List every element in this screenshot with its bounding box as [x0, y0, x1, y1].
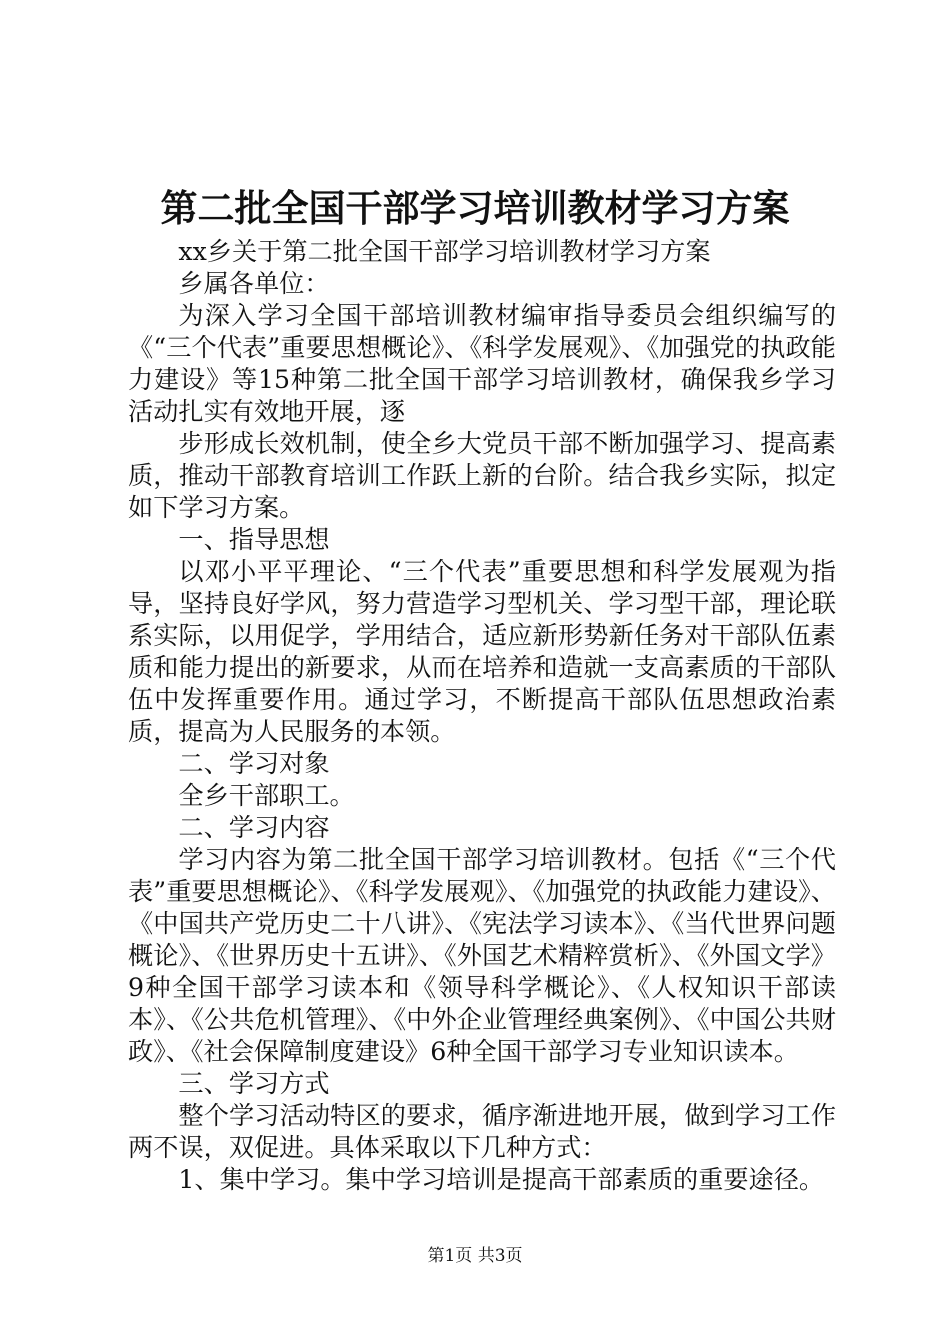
- paragraph-salutation: 乡属各单位：: [178, 269, 330, 298]
- section-heading-guiding-thought: 一、指导思想: [178, 525, 330, 554]
- paragraph-learning-content: 学习内容为第二批全国干部学习培训教材。包括《“三个代表”重要思想概论》、《科学发展观》、《加强党的执政能力建设》、《中国共产党历史二十八讲》、《宪法学习读本》、《当代世界问题概论》、《世界历史十五讲》、《外国艺术精粹赏析》、《外国文学》9种全国干部学习读本和《领导科学概论》、《人权知识干部读本》、《公共危机管理》、《中外企业管理经典案例》、《中国公共财政》、《社会保障制度建设》6种全国干部学习专业知识读本。: [128, 845, 836, 1066]
- paragraph-learning-method: 整个学习活动特区的要求，循序渐进地开展，做到学习工作两不误，双促进。具体采取以下几种方式：: [128, 1101, 836, 1162]
- paragraph-intro-continued: 步形成长效机制，使全乡大党员干部不断加强学习、提高素质，推动干部教育培训工作跃上新的台阶。结合我乡实际，拟定如下学习方案。: [128, 429, 836, 522]
- paragraph-method-item-1: 1、集中学习。集中学习培训是提高干部素质的重要途径。: [178, 1165, 825, 1194]
- section-heading-learning-content: 二、学习内容: [178, 813, 330, 842]
- document-title: 第二批全国干部学习培训教材学习方案: [160, 186, 790, 230]
- document-body: [128, 236, 836, 1196]
- paragraph-intro: 为深入学习全国干部培训教材编审指导委员会组织编写的《“三个代表”重要思想概论》、《科学发展观》、《加强党的执政能力建设》等15种第二批全国干部学习培训教材，确保我乡学习活动扎实有效地开展，逐: [128, 301, 836, 426]
- page-number-footer: 第1页 共3页: [427, 1246, 523, 1266]
- section-heading-learning-target: 二、学习对象: [178, 749, 330, 778]
- paragraph-guiding-thought: 以邓小平平理论、“三个代表”重要思想和科学发展观为指导，坚持良好学风，努力营造学习型机关、学习型干部，理论联系实际，以用促学，学用结合，适应新形势新任务对干部队伍素质和能力提出的新要求，从而在培养和造就一支高素质的干部队伍中发挥重要作用。通过学习，不断提高干部队伍思想政治素质，提高为人民服务的本领。: [128, 557, 836, 746]
- paragraph-heading-line: xx乡关于第二批全国干部学习培训教材学习方案: [178, 237, 711, 266]
- paragraph-learning-target: 全乡干部职工。: [178, 781, 355, 810]
- section-heading-learning-method: 三、学习方式: [178, 1069, 330, 1098]
